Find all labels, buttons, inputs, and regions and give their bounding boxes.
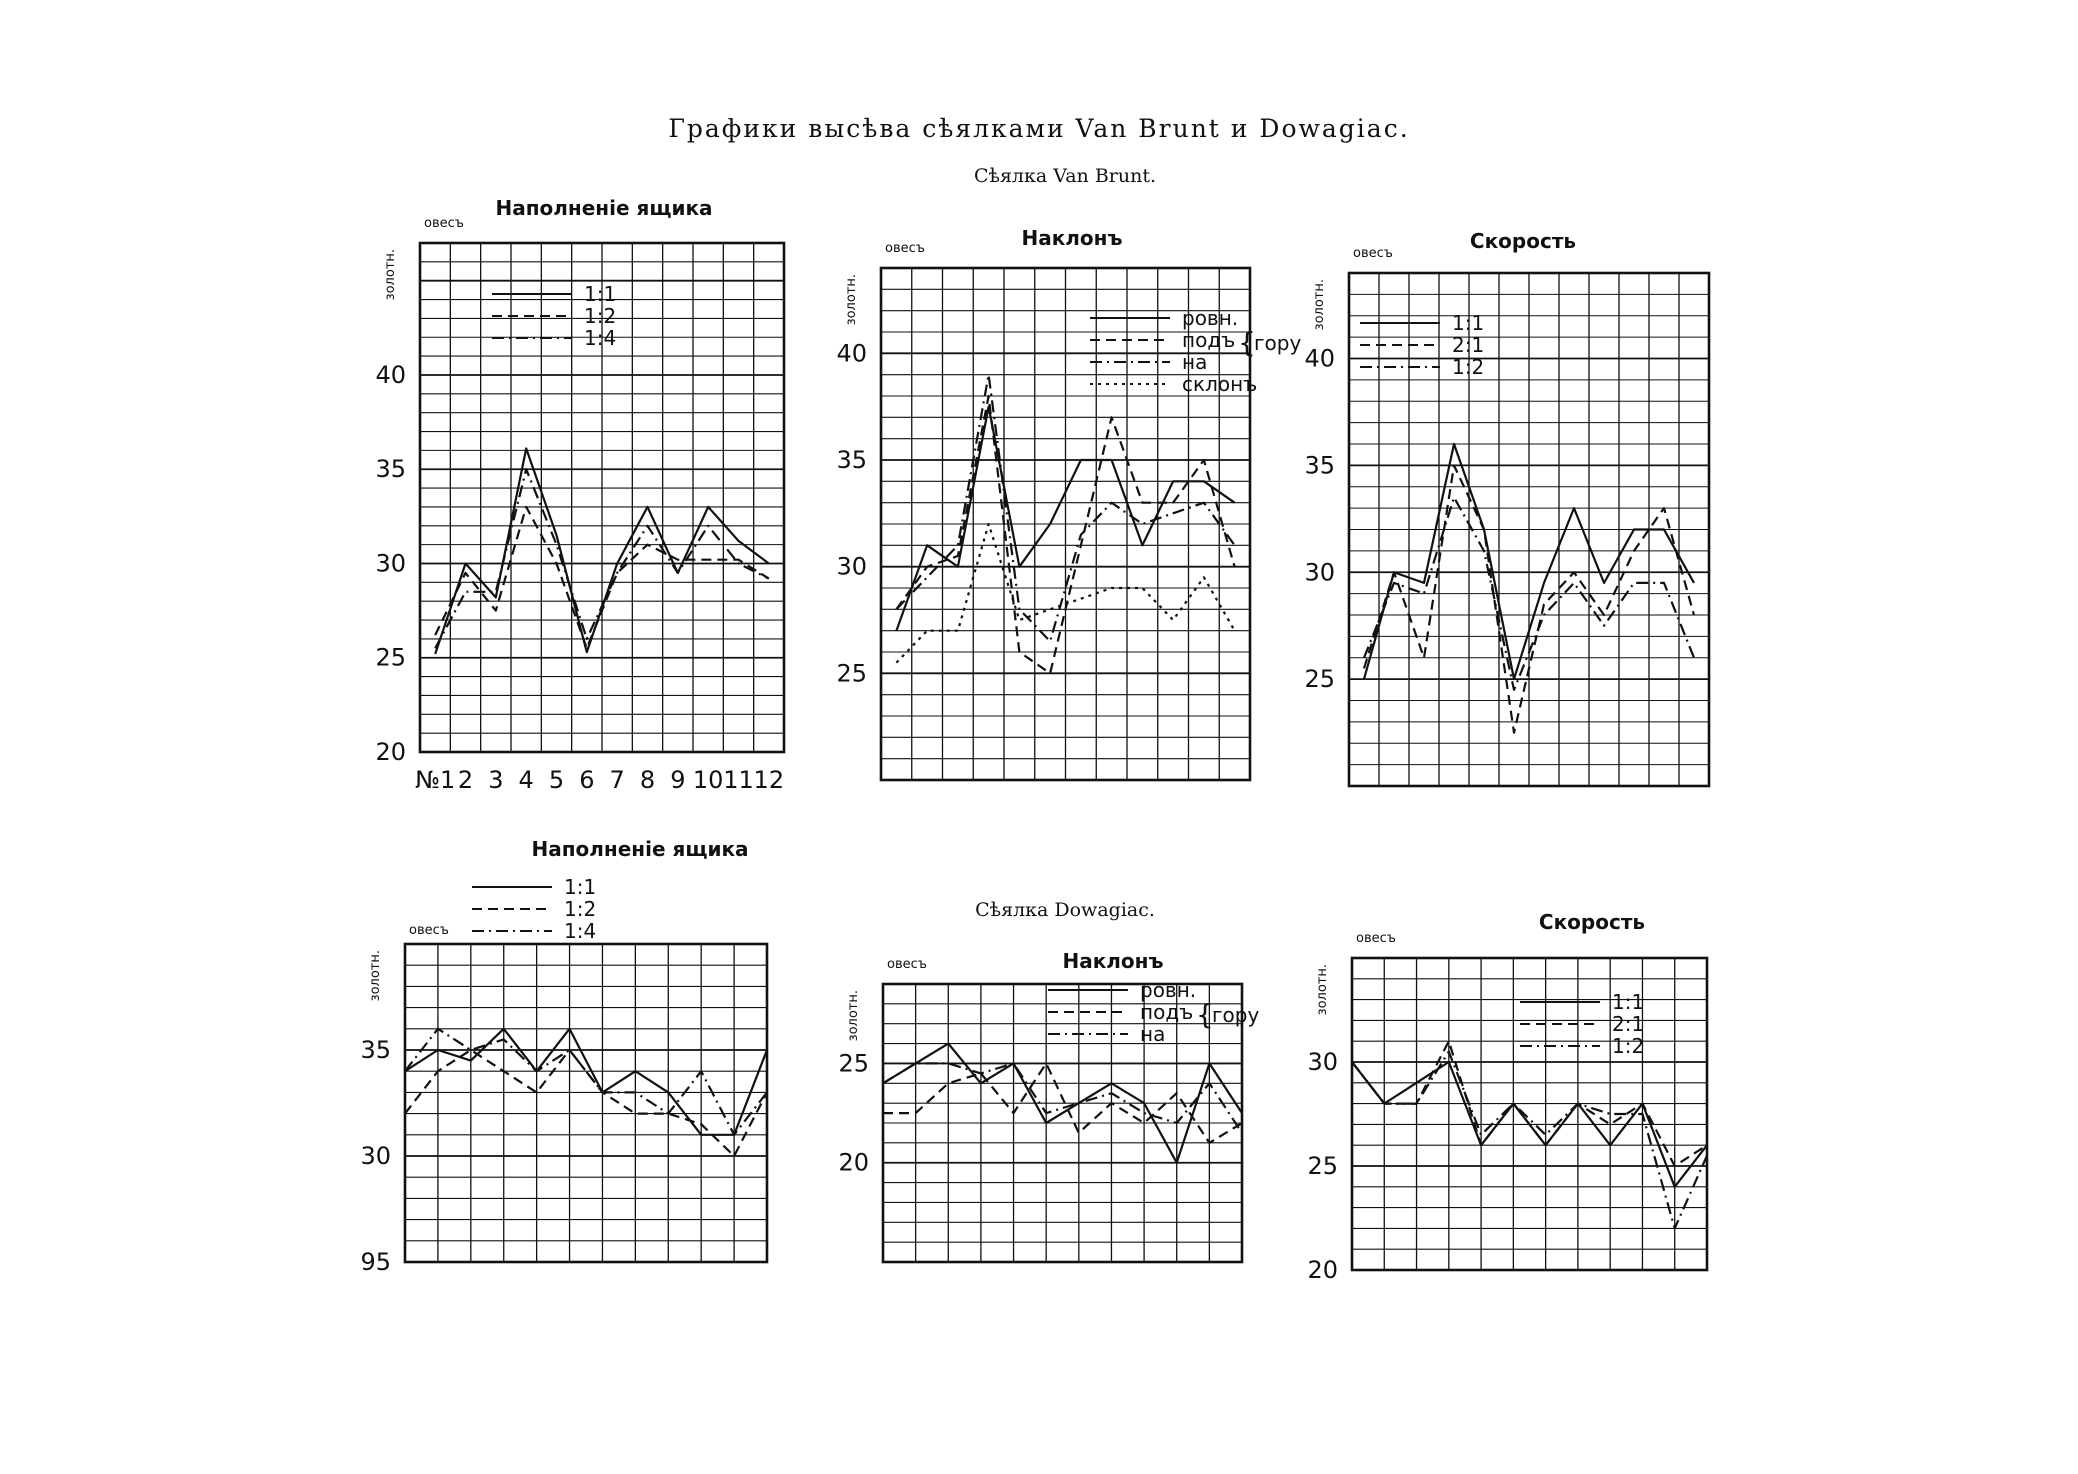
- legend-label: 2:1: [1612, 1012, 1645, 1036]
- y-tick-label: 95: [360, 1248, 391, 1276]
- chart-panel-1: [375, 196, 784, 794]
- x-tick-label: 12: [753, 766, 785, 794]
- plot-frame: [1352, 958, 1707, 1270]
- legend-label: 1:2: [1612, 1034, 1645, 1058]
- legend-label: 1:2: [1452, 355, 1485, 379]
- y-axis-label: золотн.: [844, 274, 859, 326]
- section-heading-dowagiac: Сѣялка Dowagiac.: [975, 899, 1155, 921]
- legend-brace: {: [1196, 998, 1214, 1031]
- y-tick-label: 40: [375, 360, 406, 389]
- chart-label-oats: овесъ: [424, 216, 464, 231]
- legend-label: 1:4: [584, 326, 617, 350]
- y-tick-label: 30: [375, 549, 406, 578]
- legend-label: 1:1: [1452, 311, 1485, 335]
- chart-label-oats: овесъ: [885, 241, 925, 256]
- chart-title: Наполненіе ящика: [531, 837, 749, 861]
- chart-panel-2: [836, 226, 1301, 780]
- chart-label-oats: овесъ: [409, 923, 449, 938]
- charts-layer: [360, 196, 1709, 1284]
- legend-label: склонъ: [1182, 372, 1258, 396]
- legend-label: подъ: [1182, 328, 1236, 352]
- legend-label: 1:4: [564, 919, 597, 943]
- y-tick-label: 35: [360, 1036, 391, 1064]
- y-axis-label: золотн.: [846, 990, 861, 1042]
- legend-label: подъ: [1140, 1000, 1194, 1024]
- chart-panel-6: [1307, 910, 1707, 1284]
- x-tick-label: 4: [518, 766, 534, 794]
- legend-brace-label: гору: [1254, 331, 1302, 355]
- y-tick-label: 40: [836, 339, 867, 368]
- y-tick-label: 20: [838, 1148, 869, 1177]
- legend-label: 1:1: [564, 875, 597, 899]
- y-tick-label: 35: [375, 455, 406, 484]
- series-line-dashdot: [1352, 1052, 1707, 1229]
- legend-label: 1:1: [1612, 990, 1645, 1014]
- chart-title: Наполненіе ящика: [495, 196, 713, 220]
- y-axis-label: золотн.: [368, 950, 383, 1002]
- x-tick-label: 7: [609, 766, 625, 794]
- y-tick-label: 25: [838, 1049, 869, 1078]
- y-axis-label: золотн.: [383, 249, 398, 301]
- legend: [1048, 978, 1259, 1046]
- y-tick-label: 30: [360, 1142, 391, 1170]
- chart-title: Наклонъ: [1062, 949, 1164, 973]
- legend-label: 1:2: [584, 304, 617, 328]
- legend-label: 1:1: [584, 282, 617, 306]
- legend: [472, 875, 596, 943]
- y-tick-label: 30: [1304, 558, 1335, 587]
- y-tick-label: 25: [836, 659, 867, 688]
- y-tick-label: 20: [1307, 1256, 1338, 1284]
- legend-brace-label: гору: [1212, 1003, 1260, 1027]
- legend-label: ровн.: [1140, 978, 1197, 1002]
- y-tick-label: 35: [1304, 451, 1335, 480]
- x-tick-label: 3: [488, 766, 504, 794]
- series-line-dash: [405, 1050, 767, 1156]
- page-title: Графики высѣва сѣялками Van Brunt и Dowagiac.: [668, 114, 1410, 143]
- chart-label-oats: овесъ: [887, 957, 927, 972]
- series-line-solid: [405, 1029, 767, 1135]
- chart-label-oats: овесъ: [1356, 931, 1396, 946]
- x-tick-label: 10: [692, 766, 724, 794]
- plot-frame: [405, 944, 767, 1262]
- legend: [1520, 990, 1644, 1058]
- chart-label-oats: овесъ: [1353, 246, 1393, 261]
- y-tick-label: 25: [1307, 1152, 1338, 1180]
- y-axis-label: золотн.: [1315, 964, 1330, 1016]
- y-axis-label: золотн.: [1312, 279, 1327, 331]
- chart-panel-5: [838, 949, 1259, 1262]
- x-tick-label: №1: [415, 766, 456, 794]
- legend-label: 1:2: [564, 897, 597, 921]
- legend: [1090, 306, 1301, 396]
- y-tick-label: 30: [836, 552, 867, 581]
- x-tick-label: 2: [457, 766, 474, 794]
- series-line-dashdot: [405, 1029, 767, 1135]
- y-tick-label: 35: [836, 446, 867, 474]
- legend-label: ровн.: [1182, 306, 1239, 330]
- y-tick-label: 25: [375, 643, 406, 672]
- x-tick-label: 6: [579, 766, 595, 794]
- x-tick-label: 11: [723, 766, 754, 794]
- y-tick-label: 20: [375, 738, 406, 766]
- legend-label: на: [1182, 350, 1208, 374]
- chart-title: Скорость: [1538, 910, 1646, 934]
- section-heading-van-brunt: Сѣялка Van Brunt.: [973, 165, 1157, 187]
- x-tick-label: 8: [639, 766, 656, 794]
- legend-brace: {: [1238, 326, 1256, 359]
- legend-label: 2:1: [1452, 333, 1485, 357]
- x-tick-label: 5: [548, 766, 565, 794]
- chart-title: Скорость: [1469, 229, 1577, 253]
- y-tick-label: 40: [1304, 344, 1335, 373]
- chart-title: Наклонъ: [1021, 226, 1123, 250]
- x-tick-label: 9: [670, 766, 686, 794]
- y-tick-label: 30: [1307, 1048, 1338, 1076]
- chart-panel-3: [1304, 229, 1709, 786]
- y-tick-label: 25: [1304, 665, 1335, 694]
- legend-label: на: [1140, 1022, 1166, 1046]
- chart-panel-4: [360, 837, 767, 1276]
